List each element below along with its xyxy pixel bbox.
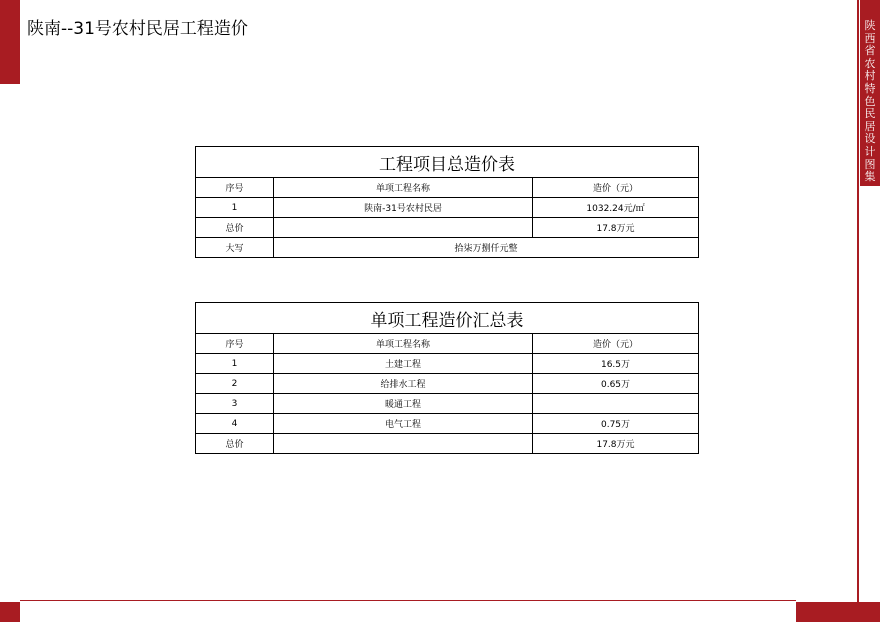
row-item-name: 给排水工程	[274, 374, 533, 394]
row-label: 总价	[196, 218, 274, 238]
table-header-row	[196, 178, 699, 198]
row-index: 3	[196, 394, 274, 414]
amount-in-words: 拾柒万捌仟元整	[274, 238, 699, 258]
corner-accent-bottom-right	[796, 602, 880, 622]
item-cost-summary-table	[195, 302, 699, 454]
column-header-index: 序号	[196, 178, 274, 198]
row-cost: 17.8万元	[533, 434, 699, 454]
bottom-border-line	[20, 600, 796, 601]
row-cost: 1032.24元/㎡	[533, 198, 699, 218]
row-cost: 0.65万	[533, 374, 699, 394]
row-item-name	[274, 434, 533, 454]
row-cost	[533, 394, 699, 414]
column-header-item-name: 单项工程名称	[274, 178, 533, 198]
column-header-cost: 造价（元）	[533, 334, 699, 354]
row-item-name: 暖通工程	[274, 394, 533, 414]
row-label: 总价	[196, 434, 274, 454]
row-index: 4	[196, 414, 274, 434]
total-cost-table	[195, 146, 699, 258]
table-row	[196, 198, 699, 218]
row-index: 2	[196, 374, 274, 394]
row-index: 1	[196, 198, 274, 218]
row-item-name	[274, 218, 533, 238]
column-header-cost: 造价（元）	[533, 178, 699, 198]
corner-accent-top-left	[0, 0, 20, 84]
table-row	[196, 394, 699, 414]
column-header-index: 序号	[196, 334, 274, 354]
side-label-text: 陕西省农村特色民居设计图集	[864, 19, 876, 184]
table-row	[196, 354, 699, 374]
right-border-line	[857, 0, 859, 602]
row-label: 大写	[196, 238, 274, 258]
table-row-in-words	[196, 238, 699, 258]
row-cost: 17.8万元	[533, 218, 699, 238]
table-header-row	[196, 334, 699, 354]
row-item-name: 陕南-31号农村民居	[274, 198, 533, 218]
column-header-item-name: 单项工程名称	[274, 334, 533, 354]
table-title: 单项工程造价汇总表	[196, 303, 699, 334]
corner-accent-bottom-left	[0, 602, 20, 622]
row-item-name: 土建工程	[274, 354, 533, 374]
table-row	[196, 414, 699, 434]
row-index: 1	[196, 354, 274, 374]
row-cost: 16.5万	[533, 354, 699, 374]
table-row-total	[196, 434, 699, 454]
table-row	[196, 374, 699, 394]
row-cost: 0.75万	[533, 414, 699, 434]
table-row-total	[196, 218, 699, 238]
table-title: 工程项目总造价表	[196, 147, 699, 178]
row-item-name: 电气工程	[274, 414, 533, 434]
page-title: 陕南--31号农村民居工程造价	[27, 19, 248, 39]
